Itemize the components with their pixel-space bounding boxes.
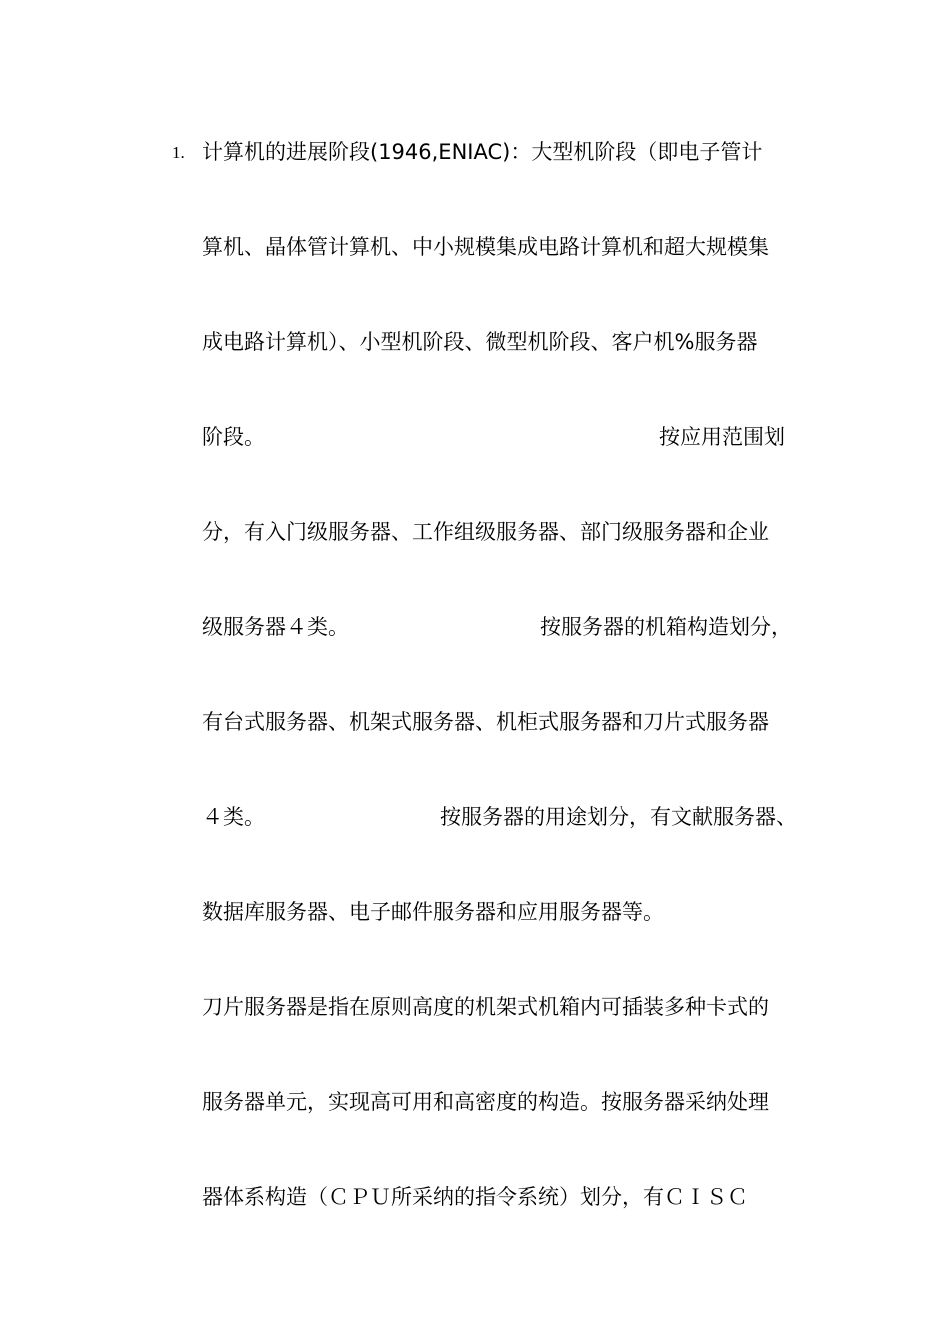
text-line-12 — [202, 1182, 748, 1272]
text-segment: 分，有入门级服务器、工作组级服务器、部门级服务器和企业 — [202, 520, 769, 544]
text-segment: 成电路计算机）、小型机阶段、微型机阶段、客户机%服务器 — [202, 330, 758, 354]
text-line-10 — [202, 992, 769, 1082]
text-segment: 服务器单元，实现高可用和高密度的构造。按服务器采纳处理 — [202, 1090, 769, 1114]
text-segment: 数据库服务器、电子邮件服务器和应用服务器等。 — [202, 900, 664, 924]
text-line-5 — [202, 517, 769, 607]
list-item-number: 1. — [172, 143, 185, 162]
text-segment: 有台式服务器、机架式服务器、机柜式服务器和刀片式服务器 — [202, 710, 769, 734]
text-line-7 — [202, 707, 769, 797]
text-line-2 — [202, 232, 769, 322]
text-segment: 算机、晶体管计算机、中小规模集成电路计算机和超大规模集 — [202, 235, 769, 259]
text-segment: 阶段。 — [202, 425, 265, 449]
text-segment: 刀片服务器是指在原则高度的机架式机箱内可插装多种卡式的 — [202, 995, 769, 1019]
text-line-11 — [202, 1087, 769, 1177]
text-segment: 按应用范围划 — [659, 425, 785, 449]
text-segment: 按服务器的用途划分，有文献服务器、 — [440, 805, 797, 829]
text-segment: 器体系构造（ＣＰＵ所采纳的指令系统）划分，有ＣＩＳＣ — [202, 1185, 748, 1209]
text-line-3 — [202, 327, 758, 417]
text-line-9 — [202, 897, 664, 987]
text-segment: 按服务器的机箱构造划分， — [540, 615, 792, 639]
text-line-1 — [202, 137, 763, 227]
text-segment: ４类。 — [202, 805, 265, 829]
text-segment: 计算机的进展阶段(1946,ENIAC)：大型机阶段（即电子管计 — [202, 140, 763, 164]
text-segment: 级服务器４类。 — [202, 615, 349, 639]
